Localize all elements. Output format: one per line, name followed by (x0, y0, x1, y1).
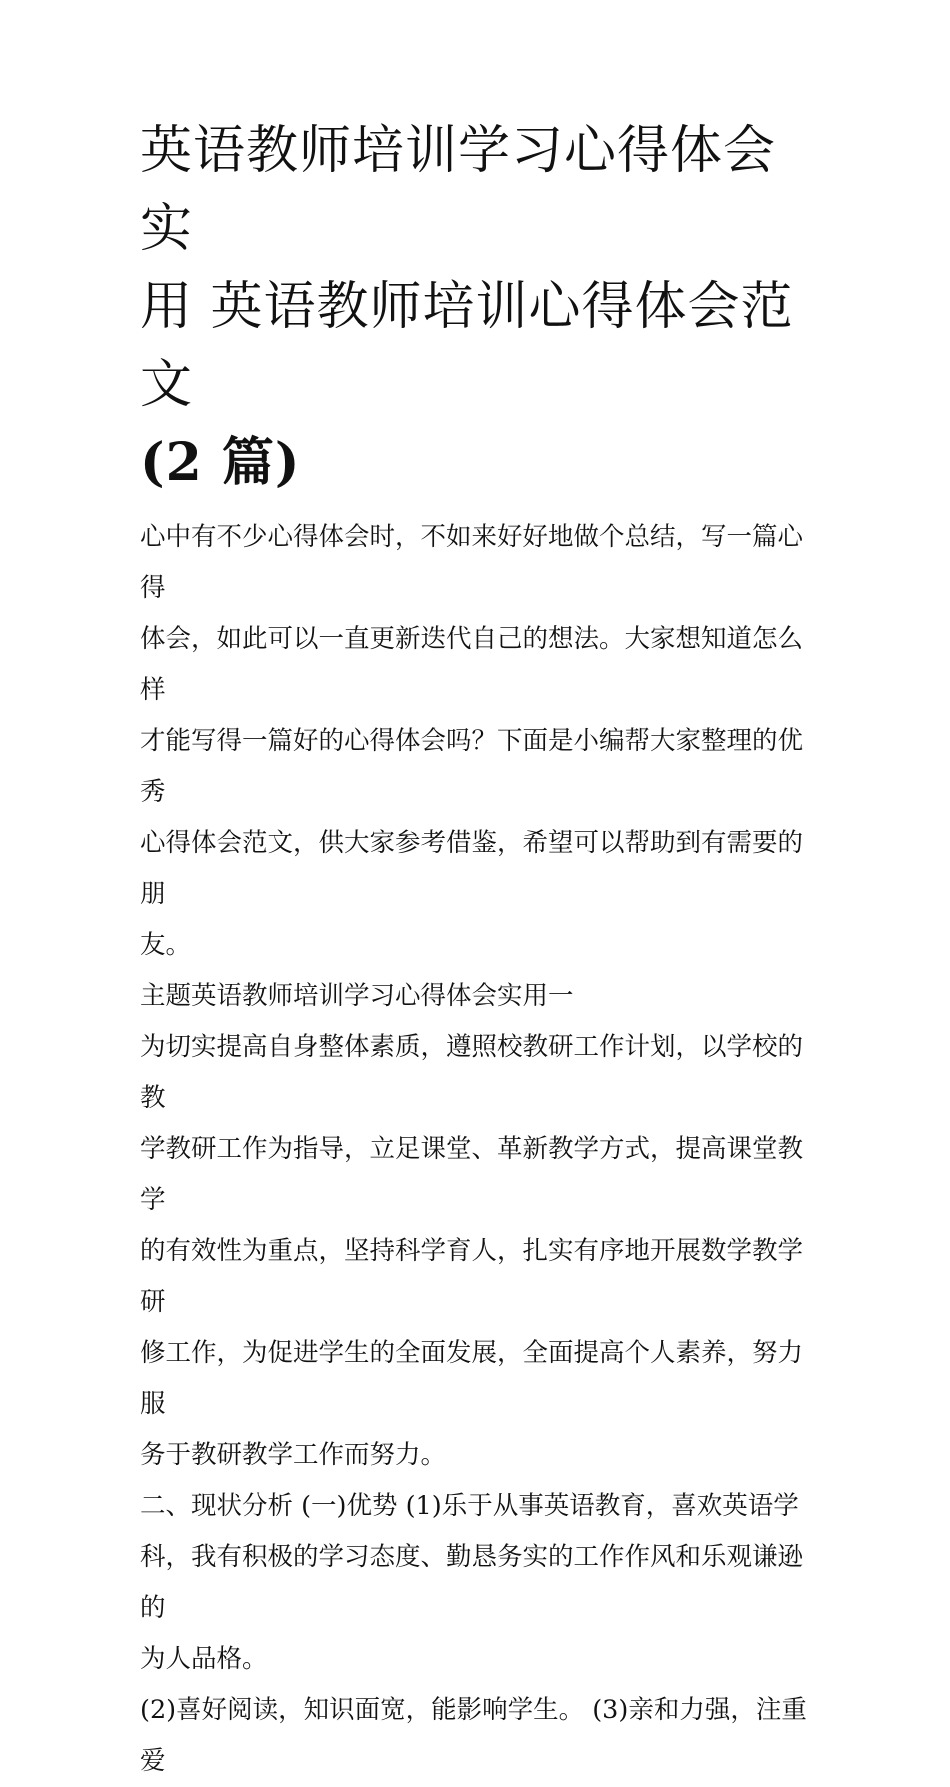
document-page (140, 112, 820, 1787)
body-line: 二、现状分析 (一)优势 (1)乐于从事英语教育，喜欢英语学 (140, 1491, 799, 1521)
body-line: 为切实提高自身整体素质，遵照校教研工作计划，以学校的教 (140, 1032, 804, 1113)
body-line: 心中有不少心得体会时，不如来好好地做个总结，写一篇心得 (140, 522, 804, 603)
body-line: (2)喜好阅读，知识面宽，能影响学生。 (3)亲和力强，注重爱 (140, 1695, 807, 1776)
body-line: 的有效性为重点，坚持科学育人，扎实有序地开展数学教学研 (140, 1236, 804, 1317)
document-title (140, 112, 820, 502)
body-line: 才能写得一篇好的心得体会吗？下面是小编帮大家整理的优秀 (140, 726, 804, 807)
body-line: 科，我有积极的学习态度、勤恳务实的工作作风和乐观谦逊的 (140, 1542, 804, 1623)
title-line-3: (2 篇) (140, 432, 301, 493)
title-line-2: 用 英语教师培训心得体会范文 (140, 277, 794, 415)
body-line: 学教研工作为指导，立足课堂、革新教学方式，提高课堂教学 (140, 1134, 804, 1215)
body-line: 心得体会范文，供大家参考借鉴，希望可以帮助到有需要的朋 (140, 828, 804, 909)
body-line: 务于教研教学工作而努力。 (140, 1440, 447, 1470)
body-line: 友。 (140, 930, 192, 960)
title-line-1: 英语教师培训学习心得体会实 (140, 121, 777, 259)
section-heading: 主题英语教师培训学习心得体会实用一 (140, 981, 574, 1011)
document-body (140, 512, 820, 1787)
body-line: 体会，如此可以一直更新迭代自己的想法。大家想知道怎么样 (140, 624, 804, 705)
body-line: 为人品格。 (140, 1644, 268, 1674)
body-line: 修工作，为促进学生的全面发展，全面提高个人素养，努力服 (140, 1338, 804, 1419)
